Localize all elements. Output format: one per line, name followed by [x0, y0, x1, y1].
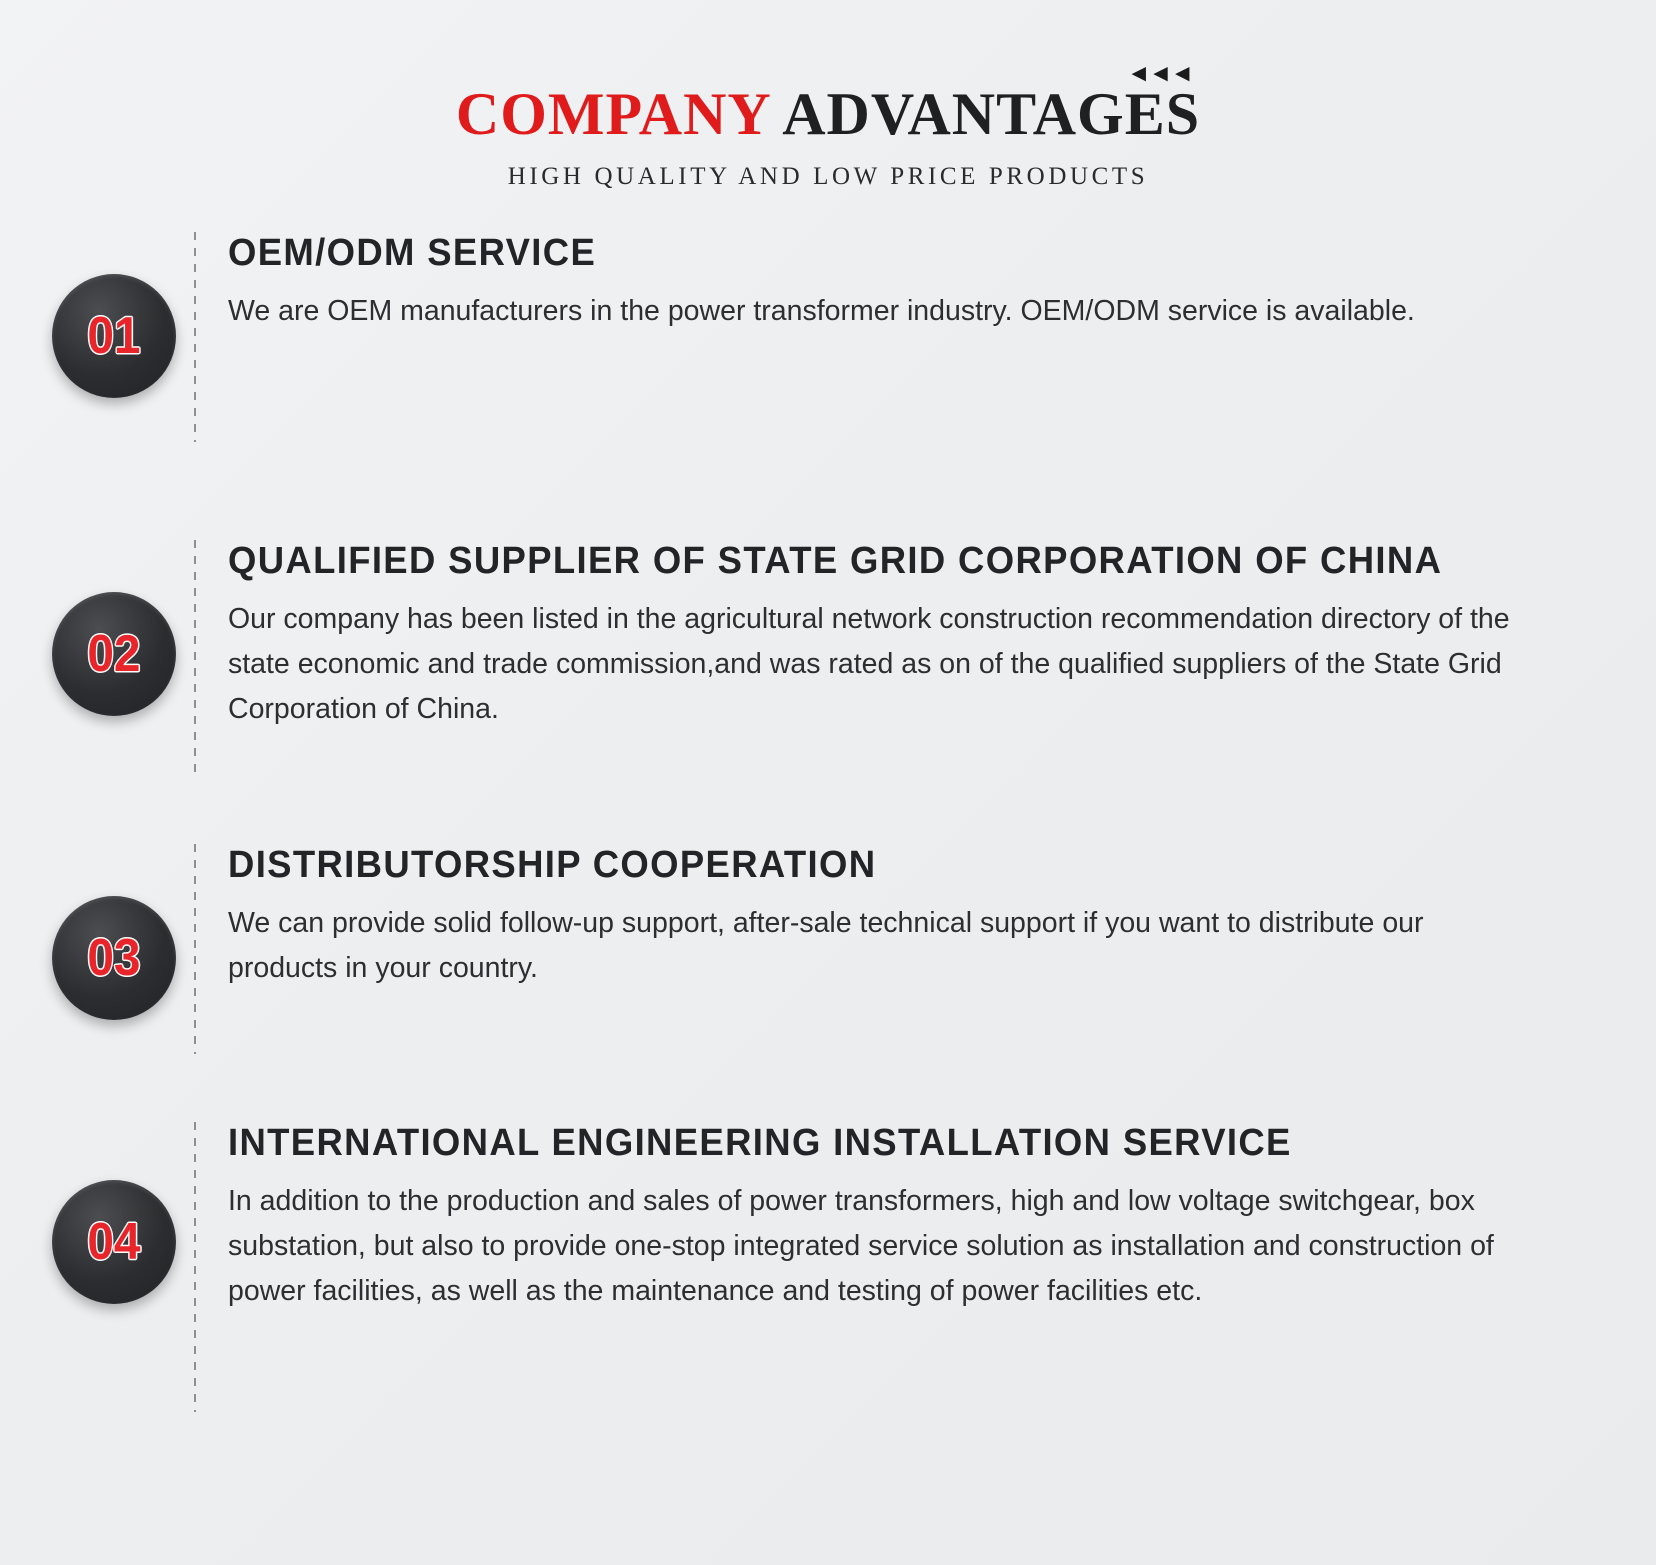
dotted-divider: [194, 1122, 196, 1412]
badge-number: 01: [87, 307, 141, 365]
page-title-accent: COMPANY: [455, 81, 770, 147]
dotted-divider: [194, 844, 196, 1054]
item-description: Our company has been listed in the agricultural network construction recommendation directory of the state economic and trade commission,and was rated as on of the qualified suppliers of the State Grid Corporation of China.: [228, 603, 1510, 726]
dotted-divider: [194, 540, 196, 776]
advantages-list: [0, 232, 1656, 1412]
page-title: [456, 80, 1200, 149]
number-badge: [52, 896, 176, 1020]
badge-number: 03: [87, 929, 141, 987]
item-content: [228, 232, 1656, 334]
badge-wrapper: [52, 896, 184, 1020]
badge-number: 04: [87, 1213, 141, 1271]
item-description: In addition to the production and sales of power transformers, high and low voltage switchgear, box substation, but also to provide one-stop integrated service solution as installation and construction of power facilities, as well as the maintenance and testing of power facilities etc.: [228, 1185, 1494, 1308]
page-header: [0, 52, 1656, 191]
list-item: [0, 540, 1656, 776]
page-title-main: ADVANTAGES: [769, 81, 1201, 147]
item-title: INTERNATIONAL ENGINEERING INSTALLATION SERVICE: [228, 1122, 1292, 1164]
item-title: OEM/ODM SERVICE: [228, 232, 597, 274]
number-badge: [52, 592, 176, 716]
item-content: [228, 540, 1656, 732]
badge-wrapper: [52, 1180, 184, 1304]
badge-number: 02: [87, 625, 141, 683]
dotted-divider: [194, 232, 196, 442]
number-badge: [52, 274, 176, 398]
number-badge: [52, 1180, 176, 1304]
badge-wrapper: [52, 274, 184, 398]
item-content: [228, 844, 1656, 991]
item-content: [228, 1122, 1656, 1314]
list-item: [0, 844, 1656, 1054]
item-title: DISTRIBUTORSHIP COOPERATION: [228, 844, 877, 886]
item-description: We can provide solid follow-up support, after-sale technical support if you want to distribute our products in your country.: [228, 907, 1424, 985]
item-title: QUALIFIED SUPPLIER OF STATE GRID CORPORATION OF CHINA: [228, 540, 1443, 582]
item-description: We are OEM manufacturers in the power transformer industry. OEM/ODM service is available.: [228, 295, 1415, 327]
list-item: [0, 232, 1656, 442]
triple-left-arrow-icon: ◄◄◄: [1126, 60, 1193, 87]
badge-wrapper: [52, 592, 184, 716]
header-inner: [450, 52, 1206, 191]
page-subtitle: HIGH QUALITY AND LOW PRICE PRODUCTS: [507, 163, 1149, 190]
list-item: [0, 1122, 1656, 1412]
